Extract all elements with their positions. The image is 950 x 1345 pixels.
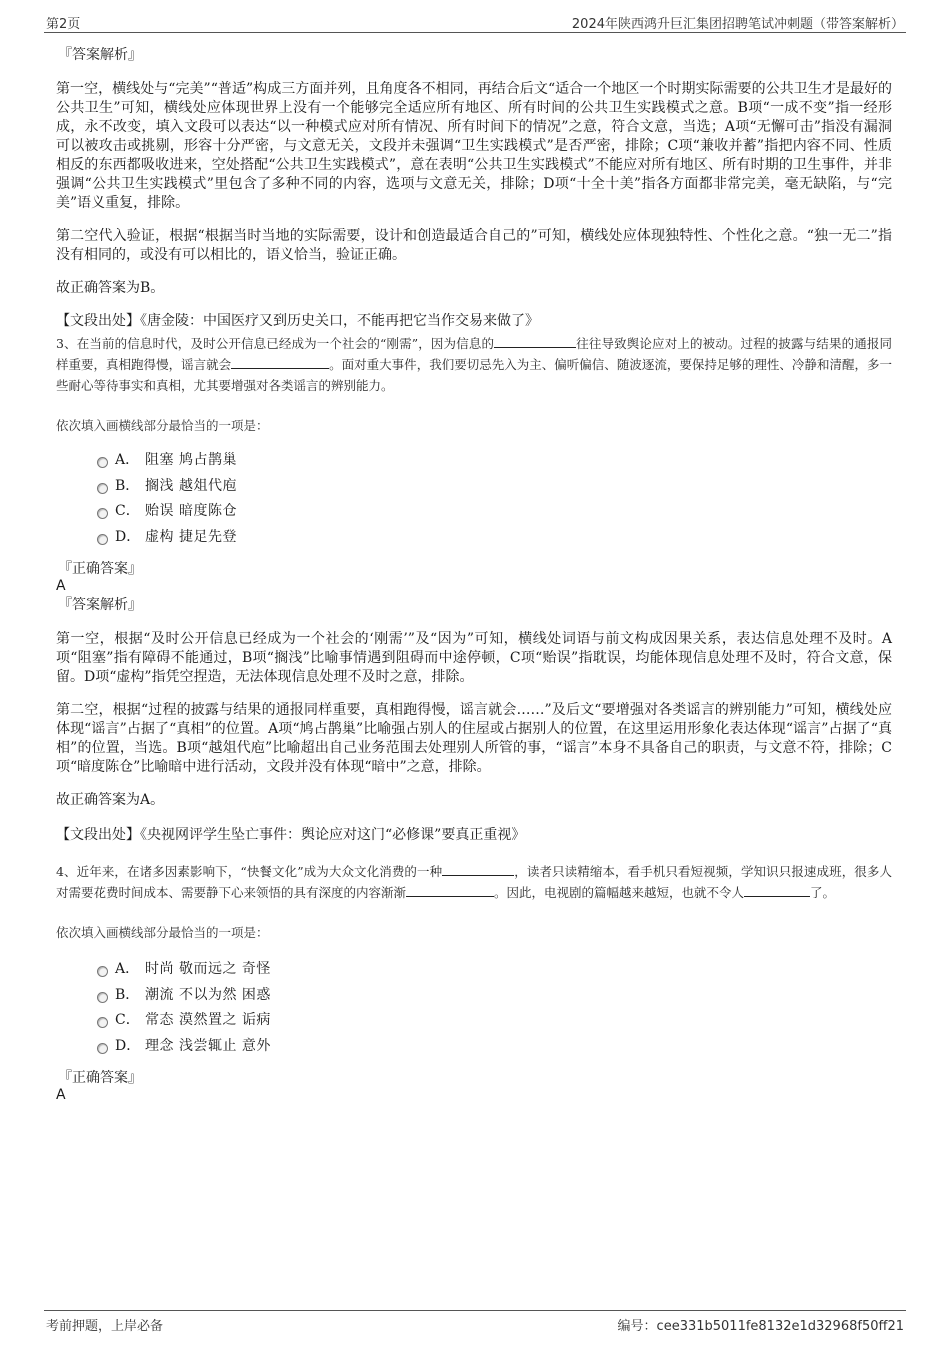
footer-slogan: 考前押题，上岸必备 [46,1319,164,1334]
radio-button[interactable] [97,966,108,977]
radio-button[interactable] [97,1043,108,1054]
source-title: 《唐金陵：中国医疗又到历史关口，不能再把它当作交易来做了》 [140,313,539,329]
conclusion: 故正确答案为B。 [56,280,165,296]
correct-answer-label: 『正确答案』 [58,1070,142,1086]
source-citation [56,312,892,331]
analysis-paragraph: 第二空代入验证，根据“根据当时当地的实际需要，设计和创造最适合自己的”可知，横线处应体现独特性、个性化之意。“独一无二”指没有相同的，或没有可以相比的，语义恰当，验证正确。 [56,228,892,263]
option-a[interactable]: A． 阻塞 鸠占鹊巢 [56,448,892,474]
correct-answer: A [56,578,66,594]
option-b[interactable]: B． 潮流 不以为然 困惑 [56,983,892,1009]
analysis-paragraph: 第一空，横线处与“完美”“普适”构成三方面并列，且角度各不相同，再结合后文“适合一个地区一个时期实际需要的公共卫生才是最好的公共卫生”可知，横线处应体现世界上没有一个能够完全适应所有地区、所有时间的公共卫生实践模式之意。B项“一成不变”指一经形成，永不改变，填入文段可以表达“以一种模式应对所有情况、所有时间下的情况”之意，符合文意，当选；A项“无懈可击”指没有漏洞可以被攻击或挑剔，形容十分严密，与文意无关，文段并未强调“卫生实践模式”是否严密，排除；C项“兼收并蓄”指把内容不同、性质相反的东西都吸收进来，空处搭配“公共卫生实践模式”，意在表明“公共卫生实践模式”不能应对所有地区、所有时期的卫生事件，并非强调“公共卫生实践模式”里包含了多种不同的内容，选项与文意无关，排除；D项“十全十美”指各方面都非常完美，毫无缺陷，与“完美”语义重复，排除。 [56,81,892,211]
answer-blank [231,355,329,369]
analysis-label: 『答案解析』 [58,597,142,613]
option-b[interactable]: B． 搁浅 越俎代庖 [56,474,892,500]
radio-button[interactable] [97,508,108,519]
correct-answer-label: 『正确答案』 [58,561,142,577]
radio-button[interactable] [97,992,108,1003]
radio-button[interactable] [97,457,108,468]
document-id: 编号：cee331b5011fe8132e1d32968f50ff21 [617,1319,904,1334]
option-a[interactable]: A． 时尚 敬而远之 奇怪 [56,957,892,983]
radio-button[interactable] [97,534,108,545]
option-c[interactable]: C． 贻误 暗度陈仓 [56,499,892,525]
option-c[interactable]: C． 常态 漠然置之 诟病 [56,1008,892,1034]
question-prompt: 依次填入画横线部分最恰当的一项是： [56,418,269,433]
radio-button[interactable] [97,483,108,494]
answer-blank [442,862,514,876]
question-4-stem: 4、近年来，在诸多因素影响下，“快餐文化”成为大众文化消费的一种 ，读者只读精缩本，看手机只看短视频，学知识只报速成班，很多人对需要花费时间成本、需要静下心来领悟的具有深度的内容渐渐 。因此，电视剧的篇幅越来越短，也就不令人 了。 [56,864,892,900]
answer-blank [494,334,576,348]
analysis-paragraph: 第一空，根据“及时公开信息已经成为一个社会的‘刚需’”及“因为”可知，横线处词语与前文构成因果关系，表达信息处理不及时。A项“阻塞”指有障碍不能通过，B项“搁浅”比喻事情遇到阻碍而中途停顿，C项“贻误”指耽误，均能体现信息处理不及时，符合文意，保留。D项“虚构”指凭空捏造，无法体现信息处理不及时之意，排除。 [56,631,892,685]
page-number: 第2页 [46,17,81,32]
source-label: 【文段出处】 [56,313,140,329]
document-title: 2024年陕西鸿升巨汇集团招聘笔试冲刺题（带答案解析） [571,17,904,32]
option-d[interactable]: D． 虚构 捷足先登 [56,525,892,551]
source-citation [56,826,892,845]
page-footer [44,1310,906,1335]
analysis-label: 『答案解析』 [58,47,142,63]
answer-blank [744,883,810,897]
correct-answer: A [56,1087,66,1103]
analysis-paragraph: 第二空，根据“过程的披露与结果的通报同样重要，真相跑得慢，谣言就会……”及后文“要增强对各类谣言的辨别能力”可知，横线处应体现“谣言”占据了“真相”的位置。A项“鸠占鹊巢”比喻强占别人的住屋或占据别人的位置，在这里运用形象化表达体现“谣言”占据了“真相”的位置，当选。B项“越俎代庖”比喻超出自己业务范围去处理别人所管的事，“谣言”本身不具备自己的职责，与文意不符，排除；C项“暗度陈仓”比喻暗中进行活动，文段并没有体现“暗中”之意，排除。 [56,702,892,775]
answer-blank [406,883,494,897]
conclusion: 故正确答案为A。 [56,792,165,808]
page-header [44,12,906,33]
source-title: 《央视网评学生坠亡事件：舆论应对这门“必修课”要真正重视》 [140,827,526,843]
option-d[interactable]: D． 理念 浅尝辄止 意外 [56,1034,892,1060]
question-prompt: 依次填入画横线部分最恰当的一项是： [56,925,269,940]
question-3-stem: 3、在当前的信息时代，及时公开信息已经成为一个社会的“刚需”，因为信息的 往往导致舆论应对上的被动。过程的披露与结果的通报同样重要，真相跑得慢，谣言就会 。面对重大事件，我们要切忌先入为主、偏听偏信、随波逐流，要保持足够的理性、冷静和清醒，多一些耐心等待事实和真相，尤其要增强对各类谣言的辨别能力。 [56,336,892,393]
options-list [56,957,892,1059]
options-list [56,448,892,550]
document-body [56,44,892,1103]
radio-button[interactable] [97,1017,108,1028]
source-label: 【文段出处】 [56,827,140,843]
